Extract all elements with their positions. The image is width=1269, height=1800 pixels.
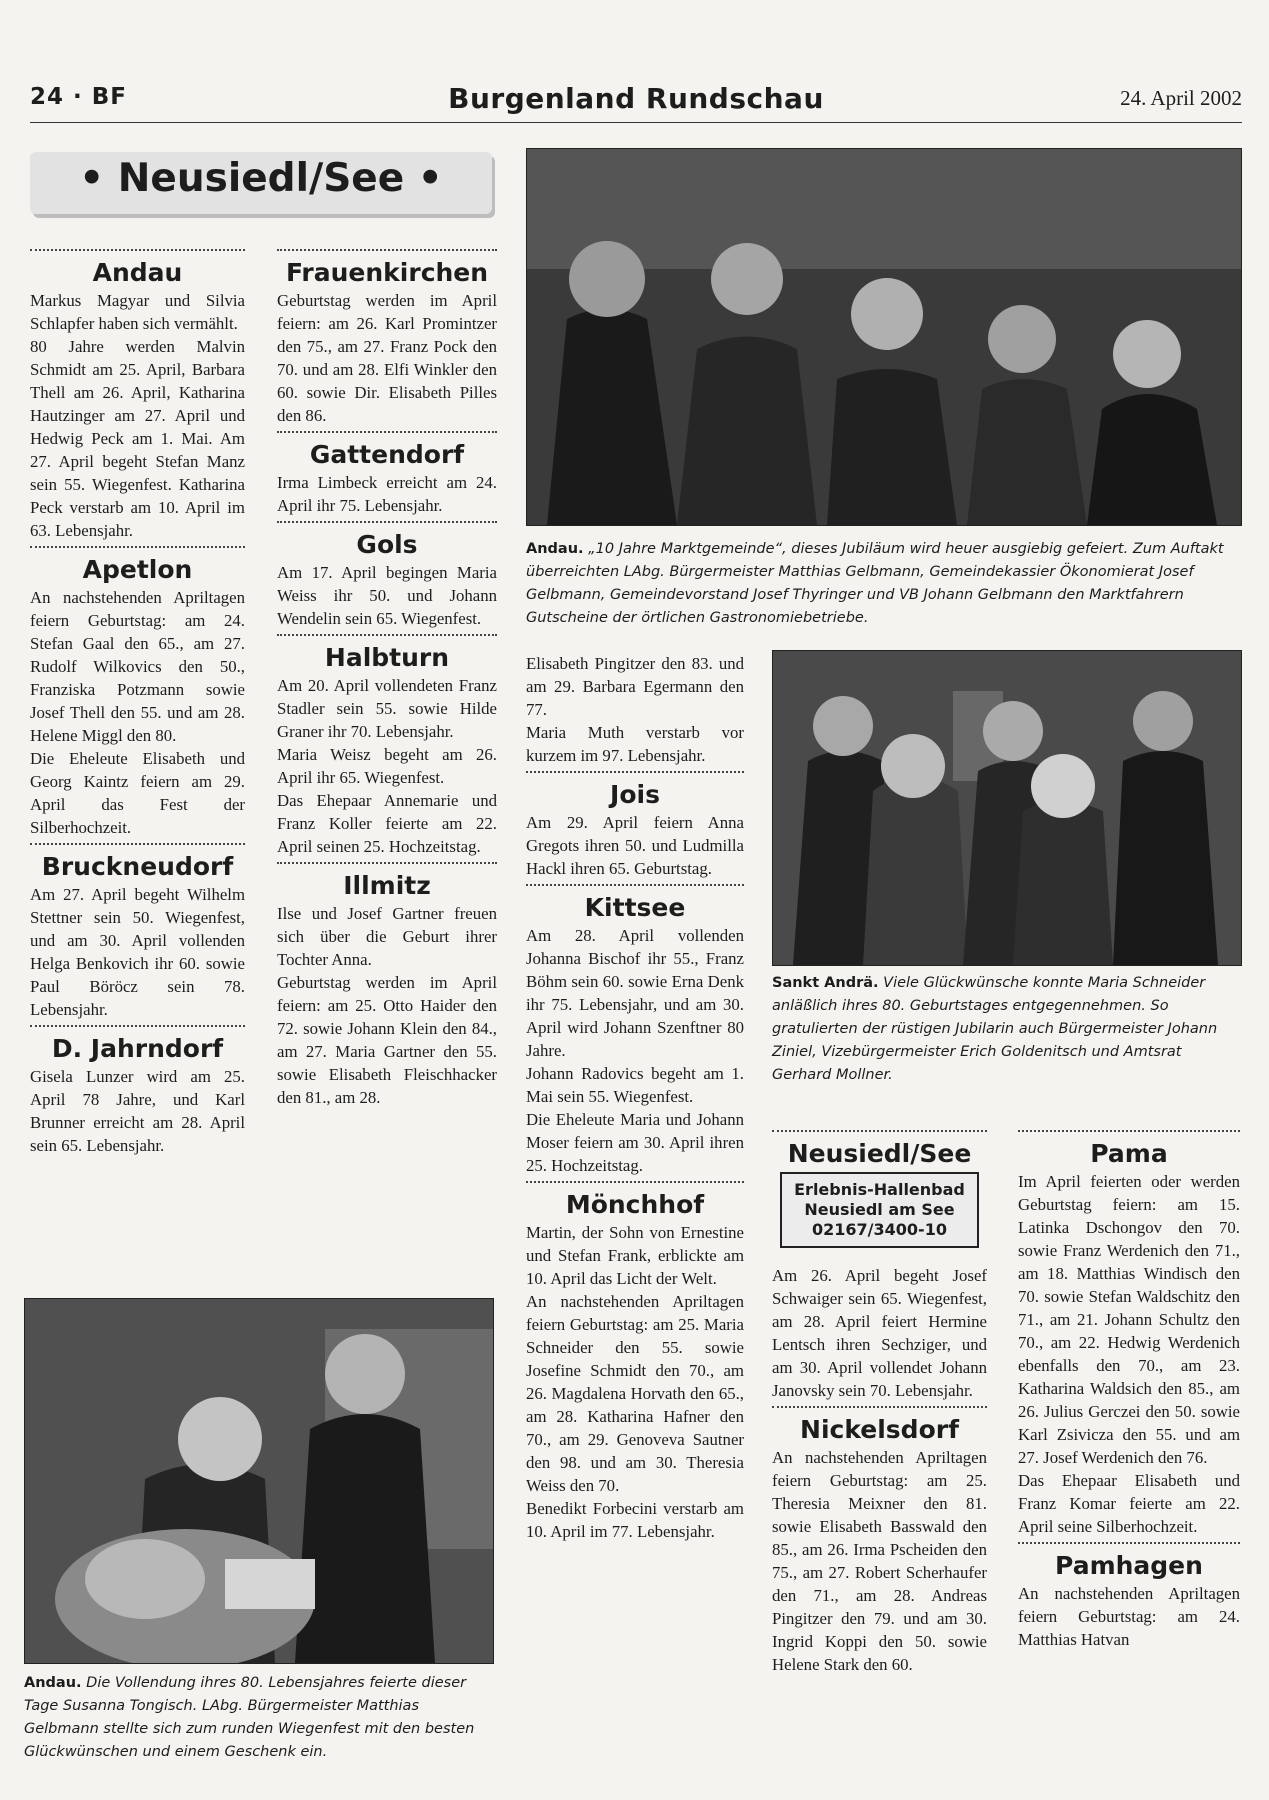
caption-text: „10 Jahre Marktgemeinde“, dieses Jubiläum wird heuer ausgiebig gefeiert. Zum Auftakt überreichten LAbg. Bürgermeister Matthias Gelbmann, Gemeindekassier Ökonomierat Josef Gelbmann, Gemeindevorstand Josef Thyringer und VB Johann Gelbmann den Marktfahrern Gutscheine der örtlichen Gastronomiebetriebe.	[526, 541, 1224, 626]
photo-image	[25, 1299, 493, 1663]
section-paragraph: Am 28. April vollenden Johanna Bischof ihr 55., Franz Böhm sein 60. sowie Erna Denk ihr 75. Lebensjahr, und am 30. April wird Johann Szenftner 80 Jahre.	[526, 926, 744, 1060]
column-4	[772, 1126, 987, 1676]
section-paragraph: Am 26. April begeht Josef Schwaiger sein 65. Wiegenfest, am 28. April feiert Hermine Lentsch ihren Sechziger, und am 30. April vollendet Johann Janovsky sein 70. Lebensjahr.	[772, 1266, 987, 1400]
caption-location: Andau.	[24, 1675, 82, 1691]
section-paragraph: An nachstehenden Apriltagen feiern Geburtstag: am 24. Stefan Gaal den 65., am 27. Rudolf Wilkovics den 50., Franziska Potzmann sowie Josef Thell den 55. und am 28. Helene Miggl den 80.	[30, 588, 245, 745]
section-paragraph: Ilse und Josef Gartner freuen sich über die Geburt ihrer Tochter Anna.	[277, 904, 497, 969]
section-title: Neusiedl/See	[772, 1130, 987, 1168]
column-1	[30, 245, 245, 1157]
section-paragraph: Benedikt Forbecini verstarb am 10. April im 77. Lebensjahr.	[526, 1499, 744, 1541]
section-paragraph: An nachstehenden Apriltagen feiern Geburtstag: am 25. Theresia Meixner den 81. sowie Elisabeth Basswald den 85., am 26. Irma Pscheiden den 75., am 27. Robert Scherhaufer den 71., am 28. Andreas Pingitzer den 79. und am 30. Ingrid Koppi den 50. sowie Helene Stark den 60.	[772, 1448, 987, 1674]
page-header	[30, 82, 1242, 123]
section-paragraph: Im April feierten oder werden Geburtstag feiern: am 15. Latinka Dschongov den 70. sowie Franz Werdenich den 71., am 18. Matthias Windisch den 70. sowie Stefan Waldschitz den 71., am 21. Johann Schultz den 70., am 22. Hedwig Werdenich ebenfalls den 70., am 23. Katharina Waldsich den 85., am 26. Julius Gerczei den 50. sowie Karl Zsivicza den 55. und am 27. Josef Werdenich den 76.	[1018, 1172, 1240, 1467]
page-number: 24 · BF	[30, 84, 128, 110]
section-paragraph: Die Eheleute Maria und Johann Moser feiern am 30. April ihren 25. Hochzeitstag.	[526, 1110, 744, 1175]
section-paragraph: Gisela Lunzer wird am 25. April 78 Jahre, und Karl Brunner erreicht am 28. April sein 65. Lebensjahr.	[30, 1067, 245, 1155]
section-paragraph: 80 Jahre werden Malvin Schmidt am 25. April, Barbara Thell am 26. April, Katharina Hautzinger am 27. April und Hedwig Peck am 1. Mai. Am 27. April begeht Stefan Manz sein 55. Wiegenfest. Katharina Peck verstarb am 10. April im 63. Lebensjahr.	[30, 337, 245, 540]
section-title: Pamhagen	[1018, 1542, 1240, 1580]
ad-line: Erlebnis-Hallenbad	[794, 1180, 965, 1199]
section-title: Gols	[277, 521, 497, 559]
section-title: Gattendorf	[277, 431, 497, 469]
section-paragraph: Am 17. April begingen Maria Weiss ihr 50. und Johann Wendelin sein 65. Wiegenfest.	[277, 563, 497, 628]
section-paragraph: Das Ehepaar Elisabeth und Franz Komar feierte am 22. April seine Silberhochzeit.	[1018, 1471, 1240, 1536]
section-paragraph: Das Ehepaar Annemarie und Franz Koller feierte am 22. April seinen 25. Hochzeitstag.	[277, 791, 497, 856]
caption-text: Die Vollendung ihres 80. Lebensjahres feierte dieser Tage Susanna Tongisch. LAbg. Bürgermeister Matthias Gelbmann stellte sich zum runden Wiegenfest mit den besten Glückwünschen und einem Geschenk ein.	[24, 1675, 475, 1760]
section-title: Apetlon	[30, 546, 245, 584]
issue-date: 24. April 2002	[1120, 86, 1242, 110]
ad-phone: 02167/3400-10	[812, 1220, 947, 1239]
photo-caption-middle	[772, 972, 1240, 1087]
photo-image	[527, 149, 1241, 525]
column-4-content	[772, 1264, 987, 1676]
photo-andau-birthday	[24, 1298, 494, 1664]
photo-caption-bottom	[24, 1672, 492, 1764]
section-title: Pama	[1018, 1130, 1240, 1168]
section-title: D. Jahrndorf	[30, 1025, 245, 1063]
photo-group-andau	[526, 148, 1242, 526]
column-5	[1018, 1126, 1240, 1651]
section-title: Illmitz	[277, 862, 497, 900]
ad-line: Neusiedl am See	[804, 1200, 955, 1219]
photo-caption-top	[526, 538, 1240, 630]
section-paragraph: Am 20. April vollendeten Franz Stadler sein 55. sowie Hilde Graner ihr 70. Lebensjahr.	[277, 676, 497, 741]
section-paragraph: An nachstehenden Apriltagen feiern Geburtstag: am 24. Matthias Hatvan	[1018, 1584, 1240, 1649]
section-paragraph: Johann Radovics begeht am 1. Mai sein 55. Wiegenfest.	[526, 1064, 744, 1106]
section-paragraph: Elisabeth Pingitzer den 83. und am 29. Barbara Egermann den 77.	[526, 654, 744, 719]
region-title: • Neusiedl/See •	[79, 156, 443, 201]
pool-advertisement	[780, 1172, 979, 1248]
section-paragraph: An nachstehenden Apriltagen feiern Geburtstag: am 25. Maria Schneider den 55. sowie Josefine Schmidt den 70., am 26. Magdalena Horvath den 65., am 28. Katharina Hafner den 70., am 29. Genoveva Sautner den 98. und am 30. Theresia Weiss den 70.	[526, 1292, 744, 1495]
masthead: Burgenland Rundschau	[448, 82, 824, 115]
caption-text: Viele Glückwünsche konnte Maria Schneider anläßlich ihres 80. Geburtstages entgegennehmen. So gratulierten der rüstigen Jubilarin auch Bürgermeister Johann Ziniel, Vizebürgermeister Erich Goldenitsch und Amtsrat Gerhard Mollner.	[772, 975, 1218, 1083]
section-title: Mönchhof	[526, 1181, 744, 1219]
section-title: Andau	[30, 249, 245, 287]
region-banner	[30, 152, 492, 214]
section-title: Bruckneudorf	[30, 843, 245, 881]
caption-location: Sankt Andrä.	[772, 975, 879, 991]
section-title: Jois	[526, 771, 744, 809]
section-paragraph: Geburtstag werden im April feiern: am 25. Otto Haider den 72. sowie Johann Klein den 84., am 27. Maria Gartner den 55. sowie Elisabeth Fleischhacker den 81., am 28.	[277, 973, 497, 1107]
section-paragraph: Maria Weisz begeht am 26. April ihr 65. Wiegenfest.	[277, 745, 497, 787]
section-title: Frauenkirchen	[277, 249, 497, 287]
section-paragraph: Am 29. April feiern Anna Gregots ihren 50. und Ludmilla Hackl ihren 65. Geburtstag.	[526, 813, 744, 878]
column-3	[526, 652, 744, 1543]
caption-location: Andau.	[526, 541, 584, 557]
section-paragraph: Martin, der Sohn von Ernestine und Stefan Frank, erblickte am 10. April das Licht der Welt.	[526, 1223, 744, 1288]
section-paragraph: Markus Magyar und Silvia Schlapfer haben sich vermählt.	[30, 291, 245, 333]
section-paragraph: Die Eheleute Elisabeth und Georg Kaintz feiern am 29. April das Fest der Silberhochzeit.	[30, 749, 245, 837]
section-paragraph: Am 27. April begeht Wilhelm Stettner sein 50. Wiegenfest, und am 30. April vollenden Helga Benkovich ihr 60. sowie Paul Böröcz sein 78. Lebensjahr.	[30, 885, 245, 1019]
section-paragraph: Geburtstag werden im April feiern: am 26. Karl Promintzer den 75., am 27. Franz Pock den 70. und am 28. Elfi Winkler den 60. sowie Dir. Elisabeth Pilles den 86.	[277, 291, 497, 425]
photo-image	[773, 651, 1241, 965]
section-title: Kittsee	[526, 884, 744, 922]
section-title: Nickelsdorf	[772, 1406, 987, 1444]
section-title: Halbturn	[277, 634, 497, 672]
section-paragraph: Irma Limbeck erreicht am 24. April ihr 75. Lebensjahr.	[277, 473, 497, 515]
column-2	[277, 245, 497, 1109]
photo-sankt-andrae	[772, 650, 1242, 966]
section-paragraph: Maria Muth verstarb vor kurzem im 97. Lebensjahr.	[526, 723, 744, 765]
